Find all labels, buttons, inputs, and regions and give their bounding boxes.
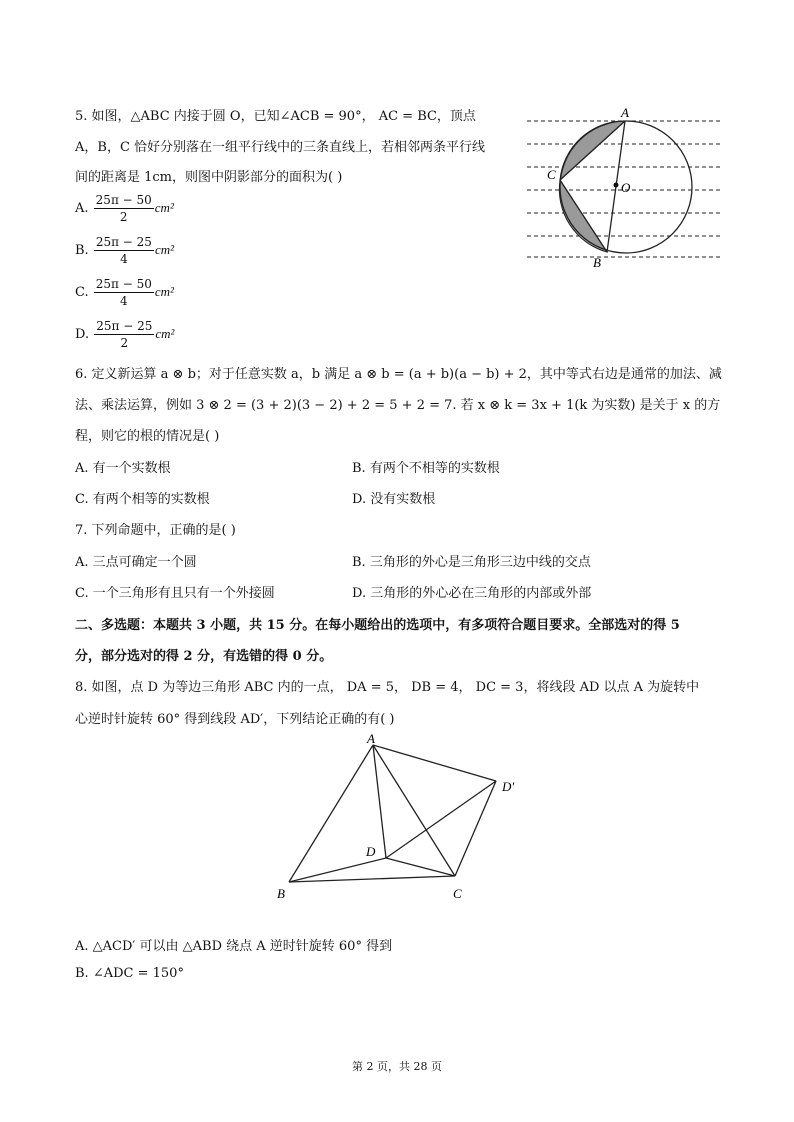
label-o: O	[621, 180, 631, 195]
q5-option-d-num: 25π − 25	[96, 319, 153, 333]
section2-line1: 二、多选题：本题共 3 小题，共 15 分。在每小题给出的选项中，有多项符合题目要求。全部选对的得 5	[75, 618, 680, 633]
q5-figure	[525, 100, 725, 270]
segment-ab	[289, 745, 373, 882]
q5-option-d	[75, 320, 174, 349]
segment-bc	[289, 876, 455, 882]
center-o-dot	[614, 183, 619, 188]
q6-option-a: A. 有一个实数根	[75, 461, 171, 476]
q6-line3: 程，则它的根的情况是( )	[75, 429, 220, 444]
q5-option-b-den: 4	[120, 252, 128, 266]
q7-option-a: A. 三点可确定一个圆	[75, 555, 197, 570]
q5-option-a-unit: cm²	[154, 200, 174, 215]
label-c: C	[547, 167, 556, 182]
q5-option-d-den: 2	[120, 336, 129, 350]
q5-line1: 5. 如图，△ABC 内接于圆 O，已知∠ACB = 90°， AC = BC，顶点	[75, 109, 476, 124]
q5-option-b-label: B.	[75, 243, 89, 258]
segment-dc	[386, 858, 455, 876]
q7-option-d: D. 三角形的外心必在三角形的内部或外部	[352, 586, 592, 601]
q5-option-a-den: 2	[119, 210, 128, 224]
q5-line2: A，B，C 恰好分别落在一组平行线中的三条直线上，若相邻两条平行线	[75, 140, 486, 155]
label-d: D	[366, 844, 376, 859]
label-a: A	[367, 731, 375, 746]
label-b: B	[277, 886, 285, 901]
q5-option-c-den: 4	[120, 294, 128, 308]
q5-option-c-unit: cm²	[154, 284, 174, 299]
q5-option-b-num: 25π − 25	[95, 235, 152, 249]
q5-option-c	[75, 278, 174, 307]
label-a: A	[621, 105, 629, 120]
q5-option-d-label: D.	[75, 327, 90, 342]
q8-option-b: B. ∠ADC = 150°	[75, 966, 184, 981]
q6-line1: 6. 定义新运算 a ⊗ b；对于任意实数 a，b 满足 a ⊗ b = (a + b)(a − b) + 2，其中等式右边是通常的加法、减	[75, 367, 722, 382]
section2-line2: 分，部分选对的得 2 分，有选错的得 0 分。	[75, 649, 333, 664]
q8-line1: 8. 如图，点 D 为等边三角形 ABC 内的一点， DA = 5， DB = 4， DC = 3，将线段 AD 以点 A 为旋转中	[75, 680, 700, 695]
q5-option-a-label: A.	[75, 201, 89, 216]
q5-option-d-unit: cm²	[155, 326, 175, 341]
label-d-prime: D′	[502, 779, 515, 794]
page-footer: 第 2 页，共 28 页	[352, 1060, 442, 1073]
q8-figure	[270, 728, 540, 908]
q5-option-b-unit: cm²	[154, 242, 174, 257]
q5-option-a	[75, 194, 174, 223]
q6-line2: 法、乘法运算，例如 3 ⊗ 2 = (3 + 2)(3 − 2) + 2 = 5 + 2 = 7. 若 x ⊗ k = 3x + 1(k 为实数) 是关于 x 的方	[75, 398, 721, 413]
q6-option-d: D. 没有实数根	[352, 492, 436, 507]
q5-option-c-label: C.	[75, 285, 89, 300]
q8-line2: 心逆时针旋转 60° 得到线段 AD′，下列结论正确的有( )	[75, 712, 395, 727]
label-c: C	[453, 886, 462, 901]
label-b: B	[593, 255, 601, 270]
q5-option-c-num: 25π − 50	[95, 277, 152, 291]
q8-option-a: A. △ACD′ 可以由 △ABD 绕点 A 逆时针旋转 60° 得到	[75, 939, 393, 954]
q7-line1: 7. 下列命题中，正确的是( )	[75, 523, 236, 538]
q7-option-b: B. 三角形的外心是三角形三边中线的交点	[352, 555, 591, 570]
q5-option-b	[75, 236, 174, 265]
q5-line3: 间的距离是 1cm，则图中阴影部分的面积为( )	[75, 170, 343, 185]
q6-option-c: C. 有两个相等的实数根	[75, 492, 210, 507]
q7-option-c: C. 一个三角形有且只有一个外接圆	[75, 586, 275, 601]
q6-option-b: B. 有两个不相等的实数根	[352, 461, 500, 476]
q5-option-a-num: 25π − 50	[95, 193, 152, 207]
